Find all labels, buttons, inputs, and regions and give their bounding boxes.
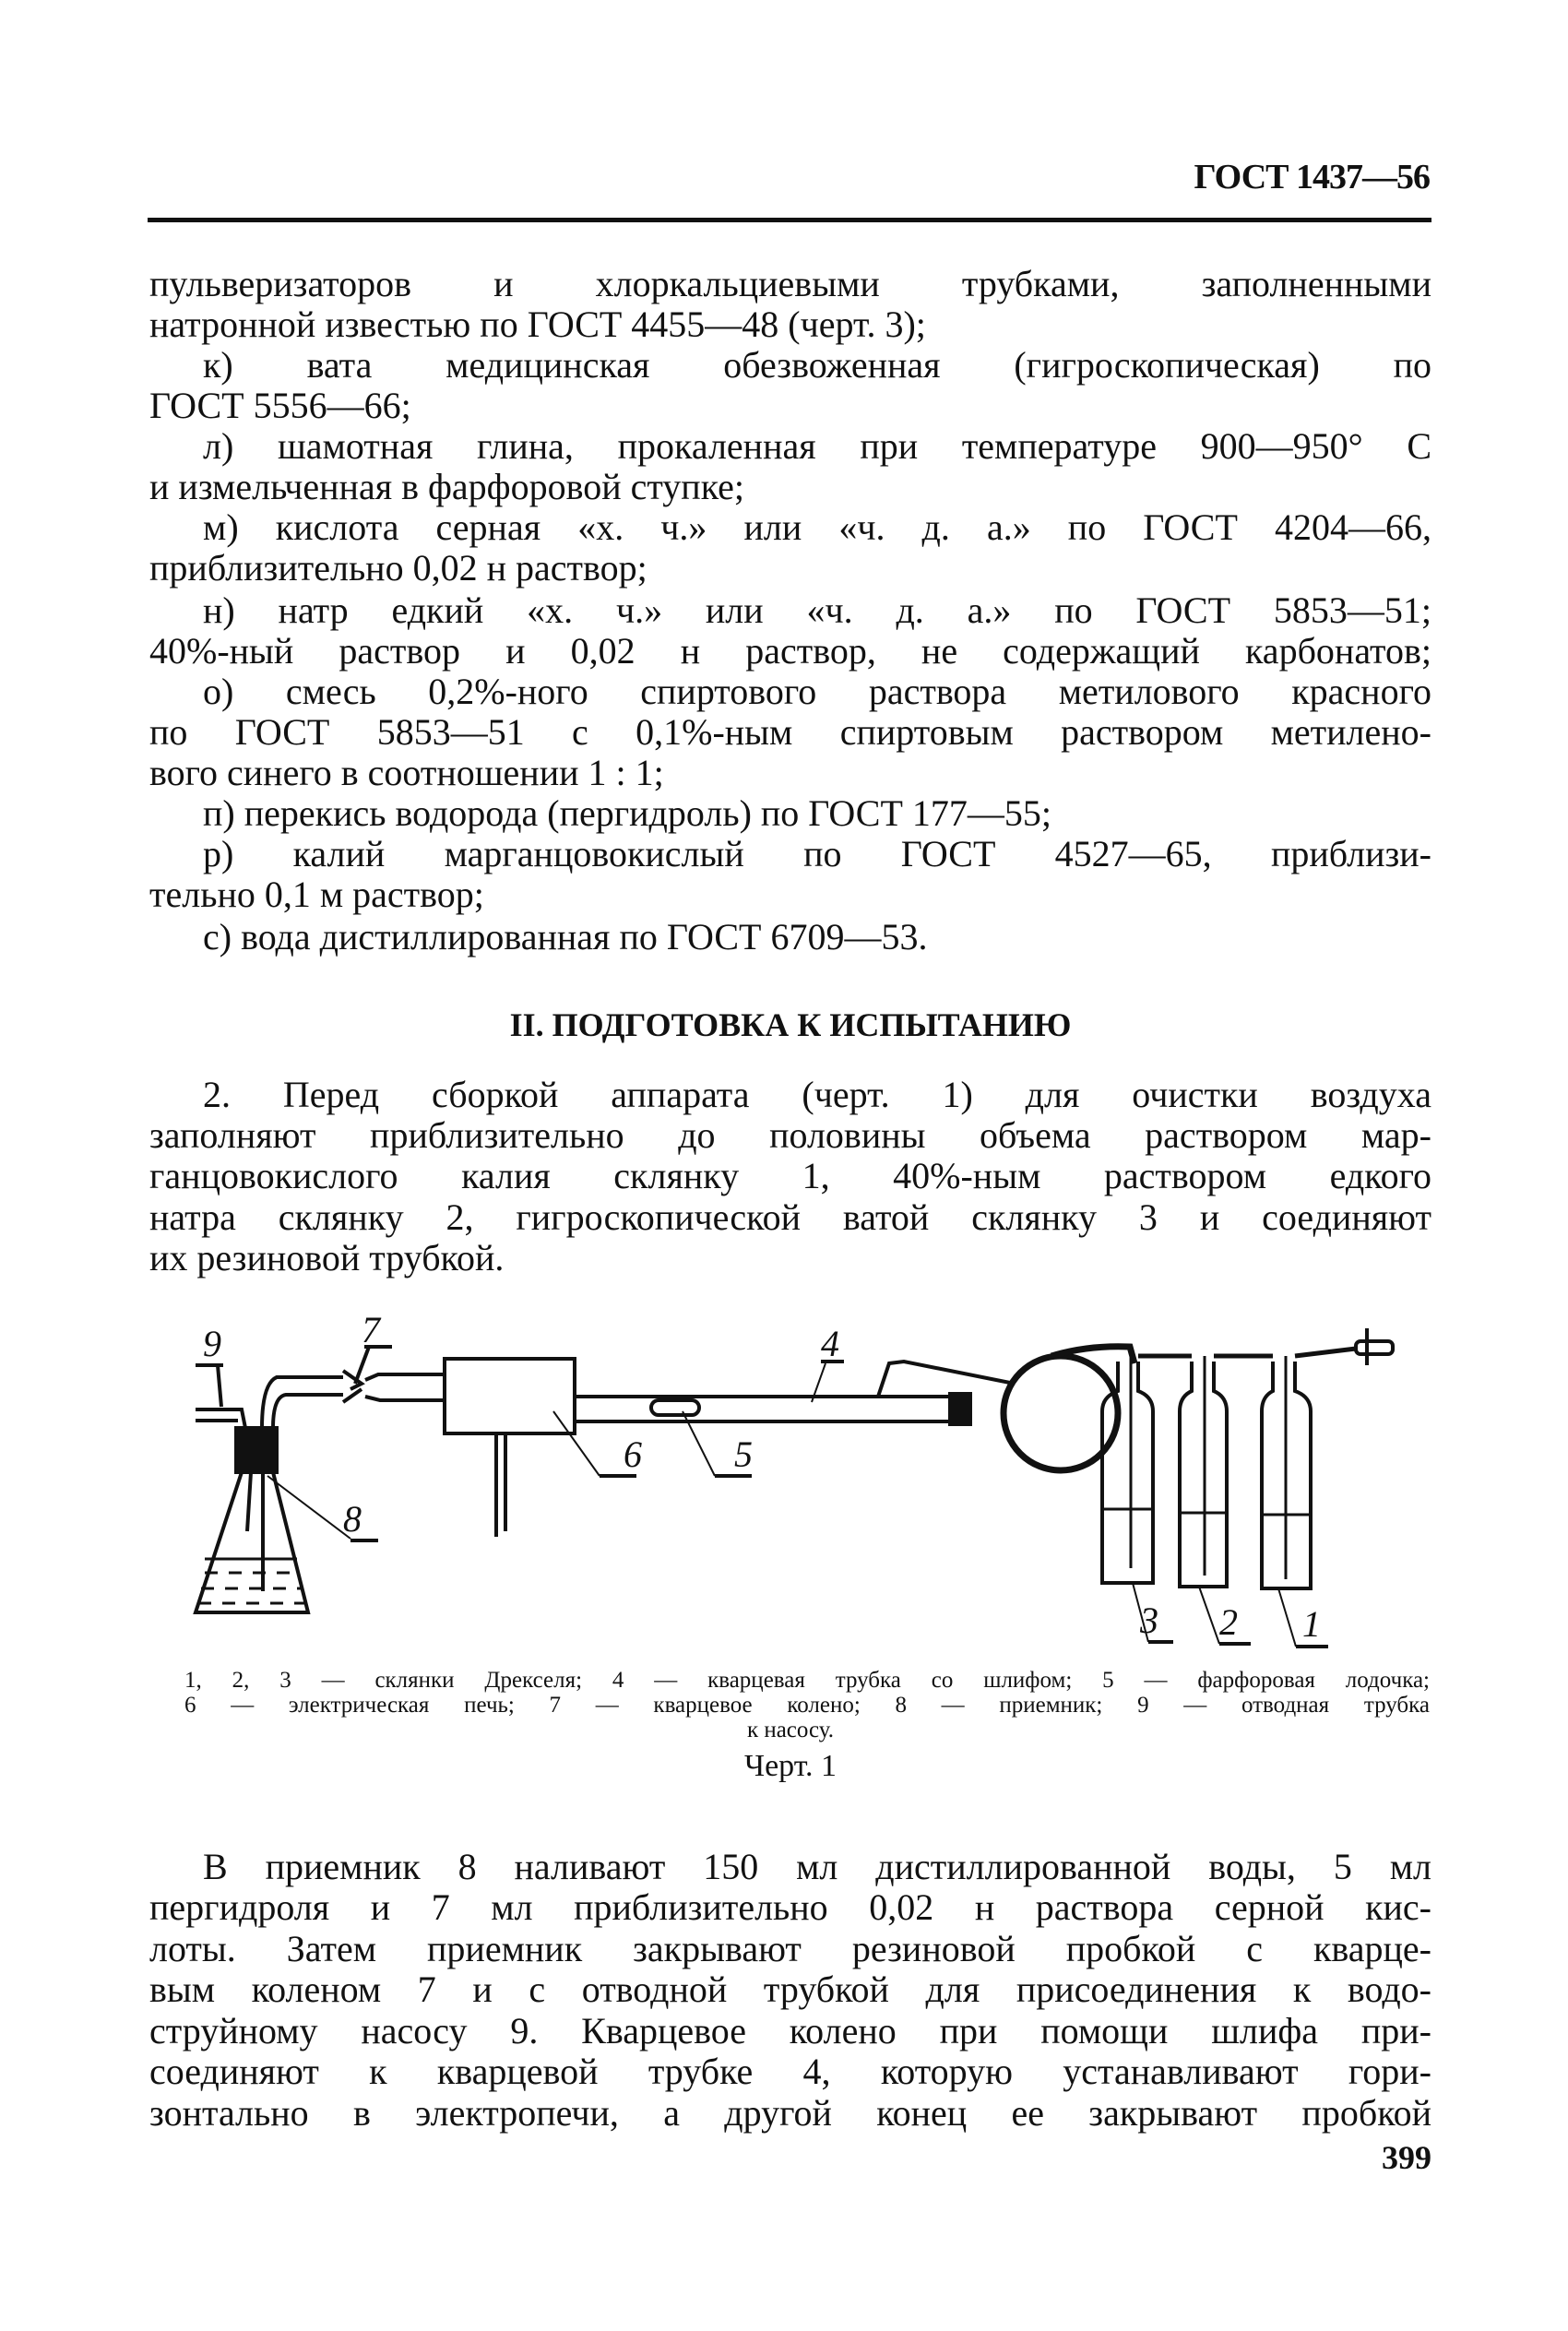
text-line: ГОСТ 5556—66;	[149, 385, 411, 426]
quartz-tube	[575, 1362, 1015, 1424]
text-line: н) натр едкий «х. ч.» или «ч. д. а.» по ГОСТ 5853—51;	[203, 589, 1431, 631]
text-line: тельно 0,1 м раствор;	[149, 874, 484, 915]
text-line: 2. Перед сборкой аппарата (черт. 1) для очистки воздуха	[203, 1074, 1431, 1115]
caption-line: 1, 2, 3 — склянки Дрекселя; 4 — кварцевая трубка со шлифом; 5 — фарфоровая лодочка;	[184, 1668, 1430, 1693]
label-6: 6	[624, 1433, 642, 1475]
text-line: натронной известью по ГОСТ 4455—48 (черт. 3);	[149, 303, 926, 345]
electric-furnace	[445, 1359, 636, 1537]
bottle-2	[1180, 1356, 1251, 1644]
label-7: 7	[362, 1309, 380, 1350]
text-line: соединяют к кварцевой трубке 4, которую устанавливают гори-	[149, 2051, 1431, 2092]
text-line: и измельченная в фарфоровой ступке;	[149, 466, 745, 507]
text-line: В приемник 8 наливают 150 мл дистиллированной воды, 5 мл	[203, 1846, 1431, 1887]
text-line: 40%-ный раствор и 0,02 н раствор, не содержащий карбонатов;	[149, 630, 1431, 672]
label-1: 1	[1302, 1603, 1321, 1645]
text-line: л) шамотная глина, прокаленная при температуре 900—950° С	[203, 425, 1431, 467]
text-line: о) смесь 0,2%-ного спиртового раствора метилового красного	[203, 671, 1431, 712]
text-line: зонтально в электропечи, а другой конец ее закрывают пробкой	[149, 2092, 1431, 2134]
text-line: ганцовокислого калия склянку 1, 40%-ным раствором едкого	[149, 1155, 1431, 1196]
text-line: пергидроля и 7 мл приблизительно 0,02 н раствора серной кис-	[149, 1886, 1431, 1928]
quartz-elbow-7	[262, 1347, 445, 1428]
text-line: заполняют приблизительно до половины объема раствором мар-	[149, 1114, 1431, 1156]
label-2: 2	[1219, 1601, 1238, 1643]
text-line: к) вата медицинская обезвоженная (гигроскопическая) по	[203, 344, 1431, 386]
figure-title: Черт. 1	[743, 1749, 837, 1783]
label-8: 8	[343, 1498, 362, 1540]
label-4: 4	[821, 1323, 839, 1364]
text-line: лоты. Затем приемник закрывают резиновой пробкой с кварце-	[149, 1928, 1431, 1969]
running-header: ГОСТ 1437—56	[1194, 158, 1430, 196]
text-line: с) вода дистиллированная по ГОСТ 6709—53.	[203, 916, 928, 957]
caption-line: к насосу.	[746, 1718, 835, 1742]
text-line: р) калий марганцовокислый по ГОСТ 4527—65, приблизи-	[203, 833, 1431, 874]
text-line: пульверизаторов и хлоркальциевыми трубками, заполненными	[149, 263, 1431, 304]
label-3: 3	[1140, 1600, 1158, 1641]
text-line: п) перекись водорода (пергидроль) по ГОСТ 177—55;	[203, 792, 1052, 834]
label-9: 9	[203, 1323, 221, 1364]
text-line: вым коленом 7 и с отводной трубкой для присоединения к водо-	[149, 1968, 1431, 2010]
outlet-tube-9	[196, 1365, 245, 1428]
text-line: по ГОСТ 5853—51 с 0,1%-ным спиртовым раствором метилено-	[149, 711, 1431, 753]
text-line: приблизительно 0,02 н раствор;	[149, 547, 647, 589]
label-5: 5	[734, 1433, 753, 1475]
text-line: их резиновой трубкой.	[149, 1237, 505, 1278]
text-line: натра склянку 2, гигроскопической ватой склянку 3 и соединяют	[149, 1196, 1431, 1238]
text-line: вого синего в соотношении 1 : 1;	[149, 752, 664, 793]
text-line: м) кислота серная «х. ч.» или «ч. д. а.» по ГОСТ 4204—66,	[203, 506, 1431, 548]
stopcock-icon	[1356, 1328, 1393, 1365]
page-number: 399	[1382, 2139, 1431, 2176]
text-line: струйному насосу 9. Кварцевое колено при помощи шлифа при-	[149, 2010, 1431, 2052]
caption-line: 6 — электрическая печь; 7 — кварцевое колено; 8 — приемник; 9 — отводная трубка	[184, 1693, 1430, 1718]
section-heading: II. ПОДГОТОВКА К ИСПЫТАНИЮ	[509, 1006, 1072, 1043]
